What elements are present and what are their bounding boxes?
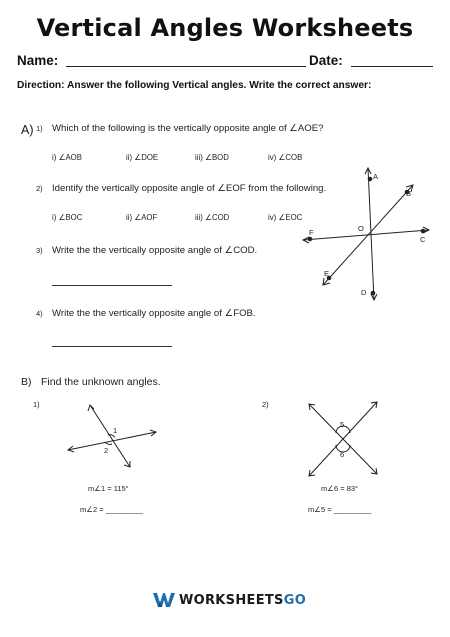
problem-b1-number: 1) (33, 400, 40, 409)
line-fc (303, 230, 429, 240)
brand-logo (153, 590, 306, 610)
point-d (371, 291, 375, 295)
problem-b1-given: m∠1 = 115° (88, 484, 129, 493)
q1-option-4[interactable]: iv) ∠COB (268, 153, 303, 162)
problem-b1-find[interactable]: m∠2 = _________ (80, 505, 144, 514)
label-f: F (309, 228, 314, 237)
question-4-text: Write the the vertically opposite angle of ∠FOB. (52, 308, 256, 319)
problem-b2-diagram (295, 392, 395, 482)
q2-option-3[interactable]: iii) ∠COD (195, 213, 230, 222)
label-e: E (324, 269, 330, 278)
line-eb (323, 185, 413, 285)
name-field-line[interactable] (66, 66, 306, 67)
q1-option-3[interactable]: iii) ∠BOD (195, 153, 229, 162)
q1-option-2[interactable]: ii) ∠DOE (126, 153, 159, 162)
q1-option-1[interactable]: i) ∠AOB (52, 153, 82, 162)
point-a (368, 177, 372, 181)
problem-b2-given: m∠6 = 83° (321, 484, 359, 493)
name-label: Name: (17, 53, 59, 68)
question-2-number: 2) (36, 184, 43, 193)
vertical-angles-diagram (295, 160, 445, 310)
angle-5-label: 5 (340, 420, 345, 429)
angle-6-label: 6 (340, 450, 345, 459)
q2-option-4[interactable]: iv) ∠EOC (268, 213, 303, 222)
brand-name-go: GO (283, 592, 307, 608)
point-f (308, 237, 312, 241)
question-2-text: Identify the vertically opposite angle of ∠EOF from the following. (52, 183, 327, 194)
angle-1-label: 1 (113, 426, 118, 435)
question-4-answer-line[interactable] (52, 346, 172, 347)
section-a-label: A) (21, 123, 34, 137)
problem-b2-number: 2) (262, 400, 269, 409)
label-b: B (406, 189, 412, 198)
page-title: Vertical Angles Worksheets (36, 14, 414, 42)
question-3-text: Write the the vertically opposite angle of ∠COD. (52, 245, 258, 256)
point-c (421, 229, 425, 233)
problem-b2-find[interactable]: m∠5 = _________ (308, 505, 372, 514)
section-b-label: B) (21, 376, 32, 388)
label-d: D (361, 288, 367, 297)
date-field-line[interactable] (351, 66, 433, 67)
question-3-number: 3) (36, 246, 43, 255)
q2-option-2[interactable]: ii) ∠AOF (126, 213, 158, 222)
question-4-number: 4) (36, 309, 43, 318)
question-1-text: Which of the following is the vertically opposite angle of ∠AOE? (52, 123, 324, 134)
brand-name-worksheets: WORKSHEETS (179, 592, 284, 608)
question-1-number: 1) (36, 124, 43, 133)
date-label: Date: (309, 53, 343, 68)
label-o: O (358, 224, 364, 233)
label-a: A (373, 172, 379, 181)
problem-b1-diagram (60, 395, 170, 475)
brand-w-icon (153, 592, 175, 608)
question-3-answer-line[interactable] (52, 285, 172, 286)
q2-option-1[interactable]: i) ∠BOC (52, 213, 83, 222)
label-c: C (420, 235, 426, 244)
angle-2-label: 2 (104, 446, 109, 455)
section-b-heading: Find the unknown angles. (41, 376, 161, 388)
direction-text: Direction: Answer the following Vertical angles. Write the correct answer: (17, 80, 372, 91)
